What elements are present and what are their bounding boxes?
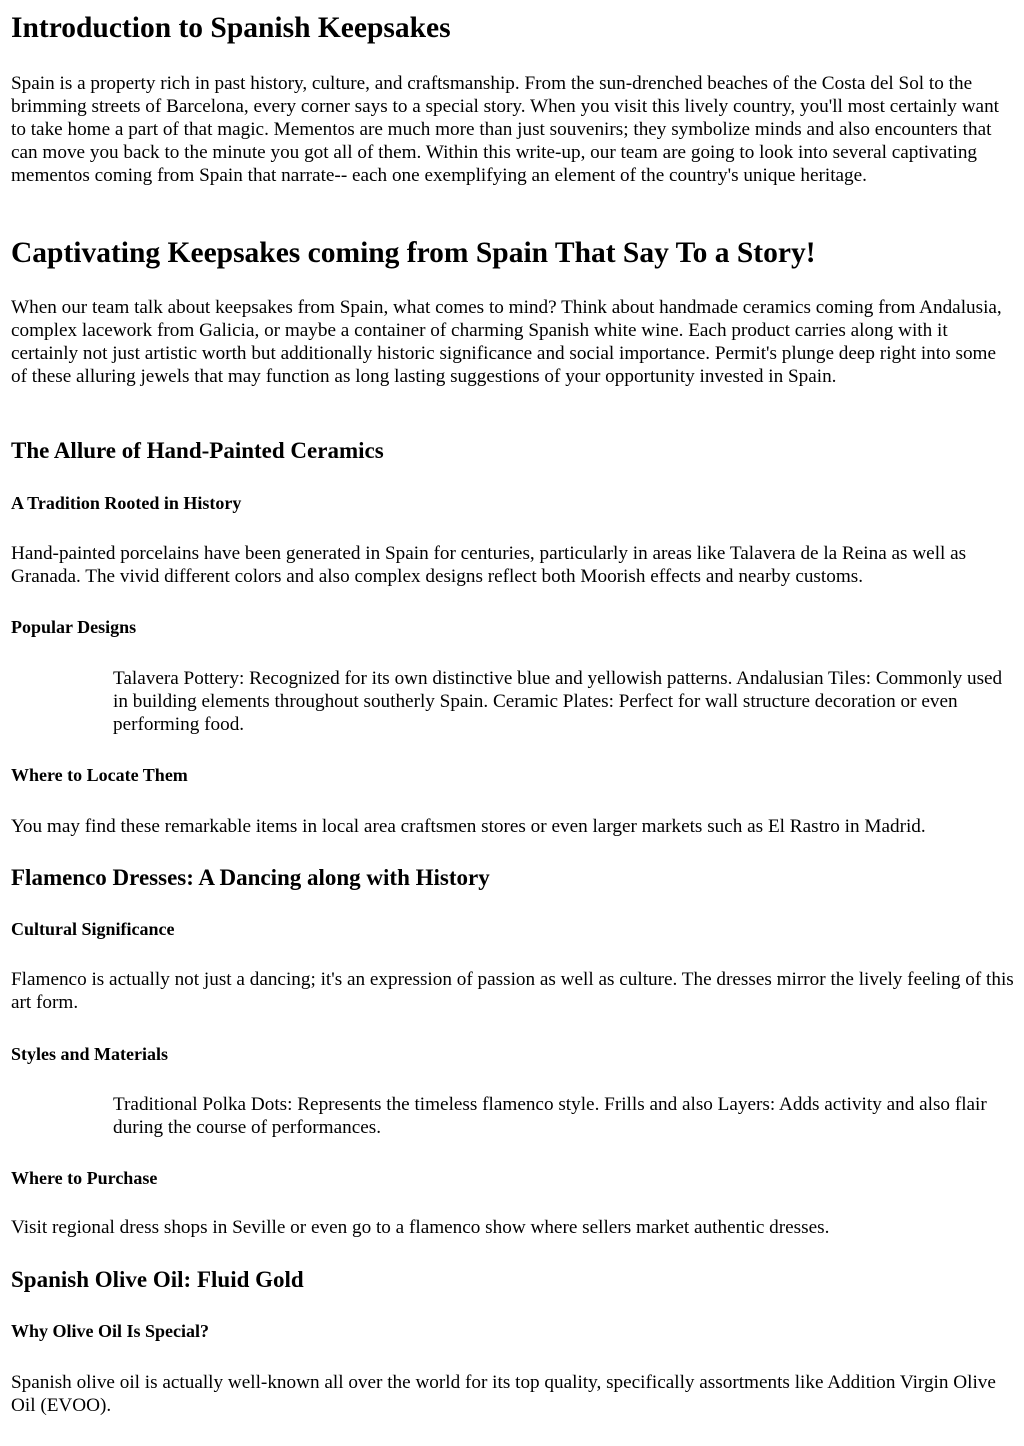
olive-oil-heading: Spanish Olive Oil: Fluid Gold [11,1267,304,1292]
flamenco-purchase-text: Visit regional dress shops in Seville or even go to a flamenco show where sellers market authentic dresses. [11,1217,830,1238]
olive-oil-special-text: Spanish olive oil is actually well-known all over the world for its top quality, specifically assortments like Addition Virgin Olive Oil (EVOO). [11,1372,996,1416]
ceramics-tradition-heading: A Tradition Rooted in History [11,493,242,513]
flamenco-significance-text: Flamenco is actually not just a dancing; it's an expression of passion as well as culture. The dresses mirror the lively feeling of this art form. [11,969,1014,1013]
flamenco-styles-quote: Traditional Polka Dots: Represents the timeless flamenco style. Frills and also Layers: Adds activity and also flair during the course of performances. [113,1094,987,1138]
ceramics-locate-heading: Where to Locate Them [11,765,188,785]
ceramics-designs-quote: Talavera Pottery: Recognized for its own distinctive blue and yellowish patterns. Andalusian Tiles: Commonly used in building elements throughout southerly Spain. Ceramic Plates: Perfect for wall structure decoration or even performing food. [113,668,1003,735]
main-heading: Captivating Keepsakes coming from Spain That Say To a Story! [11,237,816,269]
ceramics-heading: The Allure of Hand-Painted Ceramics [11,438,384,463]
olive-oil-special-heading: Why Olive Oil Is Special? [11,1321,210,1341]
ceramics-designs-heading: Popular Designs [11,617,137,637]
flamenco-significance-heading: Cultural Significance [11,919,175,939]
ceramics-locate-text: You may find these remarkable items in local area craftsmen stores or even larger markets such as El Rastro in Madrid. [11,816,926,837]
intro-paragraph: Spain is a property rich in past history, culture, and craftsmanship. From the sun-drenched beaches of the Costa del Sol to the brimming streets of Barcelona, every corner says to a special story. When you visit this lively country, you'll most certainly want to take home a part of that magic. Mementos are much more than just souvenirs; they symbolize minds and also encounters that can move you back to the minute you got all of them. Within this write-up, our team are going to look into several captivating mementos coming from Spain that narrate-- each one exemplifying an element of the country's unique heritage. [11,73,999,186]
page-title: Introduction to Spanish Keepsakes [11,12,451,44]
ceramics-tradition-text: Hand-painted porcelains have been generated in Spain for centuries, particularly in areas like Talavera de la Reina as well as Granada. The vivid different colors and also complex designs reflect both Moorish effects and nearby customs. [11,543,967,587]
main-paragraph: When our team talk about keepsakes from Spain, what comes to mind? Think about handmade ceramics coming from Andalusia, complex lacework from Galicia, or maybe a container of charming Spanish white wine. Each product carries along with it certainly not just artistic worth but additionally historic significance and social importance. Permit's plunge deep right into some of these alluring jewels that may function as long lasting suggestions of your opportunity invested in Spain. [11,297,1002,387]
flamenco-purchase-heading: Where to Purchase [11,1168,158,1188]
flamenco-heading: Flamenco Dresses: A Dancing along with History [11,865,490,890]
flamenco-styles-heading: Styles and Materials [11,1044,168,1064]
